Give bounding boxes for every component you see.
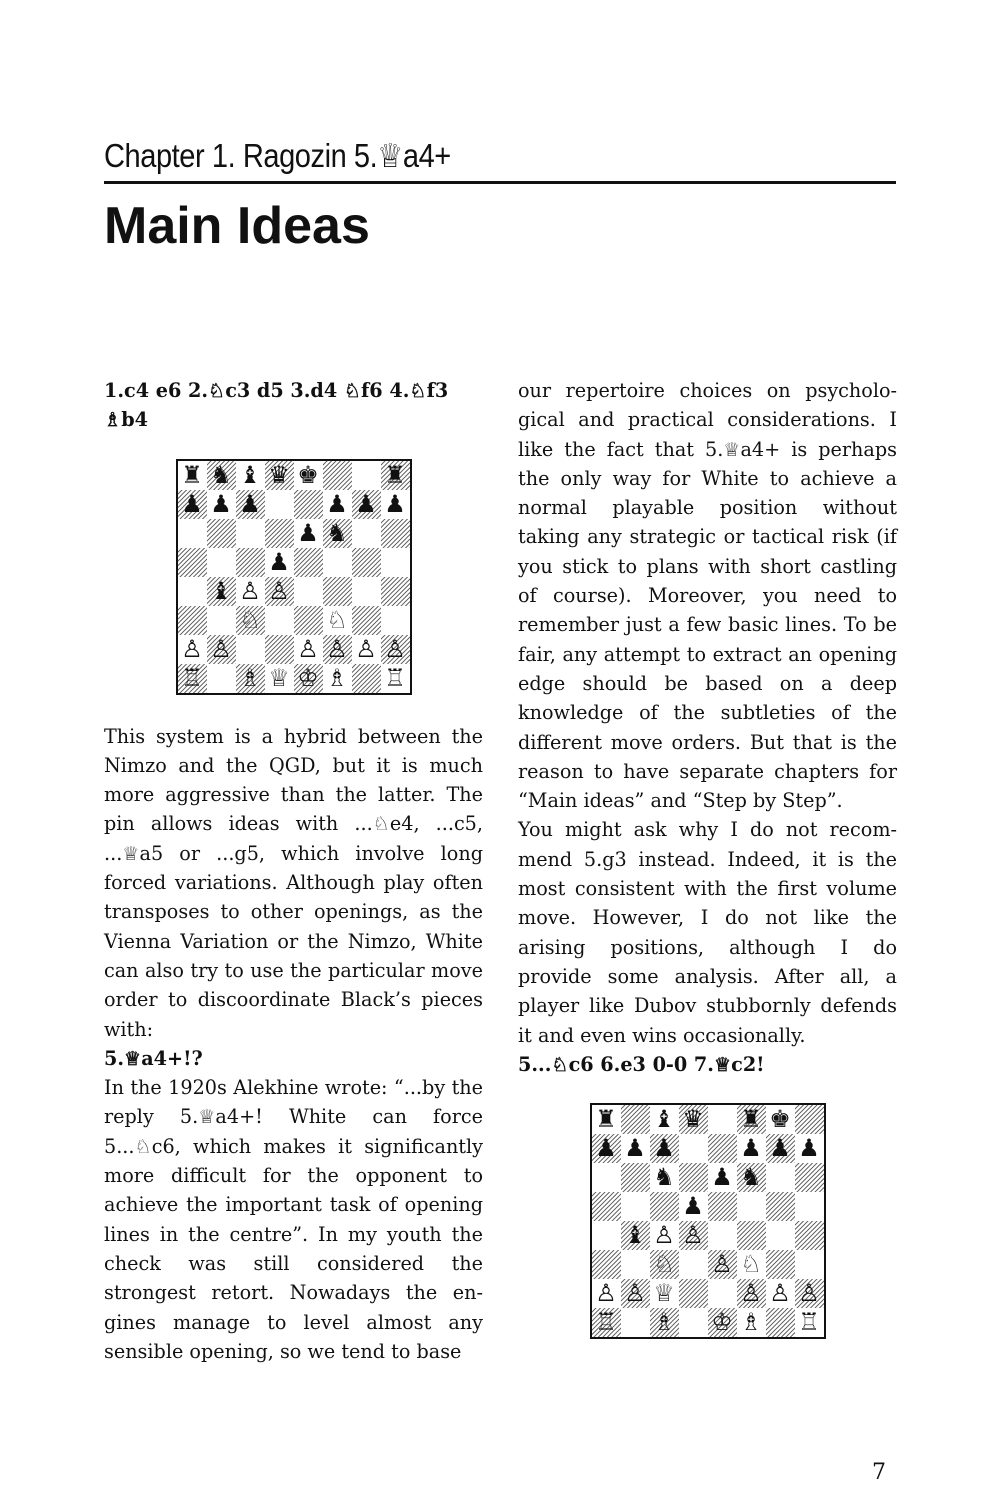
board-square [650, 1250, 679, 1279]
chess-piece: ♟ [624, 1134, 646, 1163]
chess-piece: ♖ [595, 1308, 617, 1337]
board-square [766, 1192, 795, 1221]
paragraph-system-intro: This system is a hybrid between the Nimzo and the QGD, but it is much more aggressive than the latter. The pin allows ideas with ...♘e4, ...c5, ...♕a5 or ...g5, which involve long forced variations. Although play often transposes to other openings, as the Vienna Variation or the Nimzo, White can also try to use the particular move order to discoordinate Black’s pieces with: [104, 724, 483, 1041]
board-square [795, 1221, 825, 1250]
board-square [737, 1308, 766, 1338]
chess-piece: ♟ [711, 1163, 733, 1192]
board-square [708, 1163, 737, 1192]
board-square [352, 519, 381, 548]
board-square [352, 664, 381, 694]
board-square [381, 606, 411, 635]
board-square [352, 606, 381, 635]
board-2-rank [591, 1163, 825, 1192]
board-square [352, 490, 381, 519]
chess-piece: ♙ [769, 1279, 791, 1308]
chess-piece: ♟ [769, 1134, 791, 1163]
board-square [381, 460, 411, 490]
chapter-heading: Chapter 1. Ragozin 5.♕a4+ [104, 137, 451, 174]
board-square [766, 1163, 795, 1192]
chess-piece: ♞ [326, 518, 348, 547]
board-square [207, 664, 236, 694]
chess-piece: ♙ [326, 634, 348, 663]
board-square [177, 548, 207, 577]
board-square [177, 577, 207, 606]
chess-piece: ♞ [653, 1163, 675, 1192]
board-square [294, 548, 323, 577]
board-square [621, 1279, 650, 1308]
board-2-rank [591, 1221, 825, 1250]
chess-piece: ♙ [740, 1279, 762, 1308]
board-square [591, 1163, 621, 1192]
board-square [381, 490, 411, 519]
board-square [737, 1192, 766, 1221]
board-square [737, 1134, 766, 1163]
chess-piece: ♗ [740, 1308, 762, 1337]
chess-piece: ♟ [210, 489, 232, 518]
board-square [323, 635, 352, 664]
board-square [679, 1250, 708, 1279]
chess-piece: ♟ [297, 518, 319, 547]
board-2-rank [591, 1279, 825, 1308]
chess-piece: ♜ [740, 1105, 762, 1134]
chess-piece: ♙ [682, 1221, 704, 1250]
chess-piece: ♙ [297, 634, 319, 663]
chess-piece: ♙ [181, 634, 203, 663]
board-square [679, 1134, 708, 1163]
board-square [795, 1163, 825, 1192]
board-square [679, 1308, 708, 1338]
chess-piece: ♙ [384, 634, 406, 663]
board-square [381, 635, 411, 664]
chess-piece: ♗ [653, 1308, 675, 1337]
board-square [236, 460, 265, 490]
board-1-rank [177, 635, 411, 664]
board-square [236, 606, 265, 635]
board-square [737, 1221, 766, 1250]
board-square [323, 606, 352, 635]
board-square [177, 664, 207, 694]
board-square [679, 1104, 708, 1134]
board-square [766, 1308, 795, 1338]
board-square [294, 577, 323, 606]
board-square [621, 1104, 650, 1134]
board-square [795, 1250, 825, 1279]
chess-piece: ♛ [268, 460, 290, 489]
board-square [766, 1134, 795, 1163]
board-square [207, 519, 236, 548]
chess-piece: ♕ [268, 663, 290, 692]
board-square [265, 548, 294, 577]
board-square [766, 1104, 795, 1134]
board-square [679, 1279, 708, 1308]
chess-piece: ♙ [711, 1250, 733, 1279]
board-square [236, 519, 265, 548]
board-square [265, 519, 294, 548]
board-square [381, 519, 411, 548]
chess-piece: ♙ [624, 1279, 646, 1308]
board-1-rank [177, 577, 411, 606]
board-square [294, 664, 323, 694]
board-square [236, 548, 265, 577]
board-square [591, 1308, 621, 1338]
board-square [177, 635, 207, 664]
chess-piece: ♘ [239, 605, 261, 634]
board-square [323, 490, 352, 519]
board-square [352, 460, 381, 490]
board-square [265, 490, 294, 519]
chess-piece: ♔ [711, 1308, 733, 1337]
chess-piece: ♔ [297, 663, 319, 692]
chess-piece: ♜ [384, 460, 406, 489]
board-square [708, 1221, 737, 1250]
board-square [323, 460, 352, 490]
chess-piece: ♙ [239, 576, 261, 605]
board-square [207, 460, 236, 490]
board-square [177, 519, 207, 548]
chess-piece: ♟ [355, 489, 377, 518]
board-square [708, 1250, 737, 1279]
board-square [177, 606, 207, 635]
board-square [737, 1163, 766, 1192]
chess-piece: ♟ [239, 489, 261, 518]
moves-opening: 1.c4 e6 2.♘c3 d5 3.d4 ♘f6 4.♘f3 ♗b4 [104, 379, 449, 432]
chess-piece: ♟ [798, 1134, 820, 1163]
chess-board-1 [176, 459, 412, 695]
board-square [294, 635, 323, 664]
board-square [591, 1134, 621, 1163]
chess-piece: ♝ [210, 576, 232, 605]
board-square [352, 548, 381, 577]
board-square [795, 1104, 825, 1134]
board-square [381, 548, 411, 577]
board-square [294, 606, 323, 635]
board-square [294, 490, 323, 519]
board-square [177, 490, 207, 519]
chess-piece: ♝ [624, 1221, 646, 1250]
board-square [650, 1163, 679, 1192]
chess-piece: ♖ [798, 1308, 820, 1337]
board-square [621, 1163, 650, 1192]
board-square [207, 635, 236, 664]
board-square [207, 490, 236, 519]
board-square [591, 1250, 621, 1279]
board-square [737, 1250, 766, 1279]
board-square [236, 635, 265, 664]
chess-piece: ♘ [326, 605, 348, 634]
board-square [265, 460, 294, 490]
chess-piece: ♙ [798, 1279, 820, 1308]
chess-piece: ♘ [653, 1250, 675, 1279]
board-square [766, 1279, 795, 1308]
page-title: Main Ideas [104, 197, 370, 255]
board-square [621, 1250, 650, 1279]
board-square [621, 1192, 650, 1221]
board-square [679, 1221, 708, 1250]
board-square [650, 1134, 679, 1163]
board-2-rank [591, 1250, 825, 1279]
chess-piece: ♙ [355, 634, 377, 663]
board-square [236, 490, 265, 519]
board-square [294, 460, 323, 490]
board-square [265, 577, 294, 606]
chess-piece: ♚ [769, 1105, 791, 1134]
board-square [265, 606, 294, 635]
board-square [679, 1163, 708, 1192]
board-square [708, 1134, 737, 1163]
board-square [621, 1134, 650, 1163]
board-square [591, 1279, 621, 1308]
board-square [294, 519, 323, 548]
board-square [323, 519, 352, 548]
board-square [650, 1221, 679, 1250]
chess-piece: ♟ [653, 1134, 675, 1163]
board-square [207, 548, 236, 577]
board-1-rank [177, 519, 411, 548]
board-square [323, 577, 352, 606]
board-square [591, 1104, 621, 1134]
board-square [650, 1192, 679, 1221]
chess-piece: ♟ [595, 1134, 617, 1163]
page-number: 7 [872, 1460, 886, 1485]
board-square [265, 664, 294, 694]
chess-piece: ♖ [384, 663, 406, 692]
paragraph-alekhine: In the 1920s Alekhine wrote: “...by the reply 5.♕a4+! White can force 5...♘c6, which makes it significantly more difficult for the opponent to achieve the important task of opening lines in the centre”. In my youth the check was still considered the strongest retort. Nowadays the engines manage to level almost any sensible opening, so we tend to base [104, 1076, 483, 1363]
board-1-rank [177, 548, 411, 577]
chess-piece: ♜ [595, 1105, 617, 1134]
board-square [795, 1192, 825, 1221]
moves-main-line: 5.♕a4+!? [104, 1046, 203, 1070]
board-square [207, 577, 236, 606]
board-square [381, 577, 411, 606]
board-square [381, 664, 411, 694]
chess-piece: ♞ [740, 1163, 762, 1192]
board-square [207, 606, 236, 635]
left-column [104, 376, 483, 1366]
board-square [708, 1104, 737, 1134]
chess-piece: ♝ [653, 1105, 675, 1134]
chess-piece: ♙ [268, 576, 290, 605]
board-2-rank [591, 1308, 825, 1338]
chess-piece: ♙ [210, 634, 232, 663]
moves-continuation: 5...♘c6 6.e3 0-0 7.♕c2! [518, 1052, 765, 1076]
chess-piece: ♟ [384, 489, 406, 518]
chess-piece: ♕ [653, 1279, 675, 1308]
chess-piece: ♖ [181, 663, 203, 692]
board-square [323, 548, 352, 577]
board-1-rank [177, 664, 411, 694]
board-square [737, 1279, 766, 1308]
paragraph-g3: You might ask why I do not recommend 5.g3 instead. Indeed, it is the most consistent with the first volume move. However, I do not like the arising positions, although I do provide some analysis. After all, a player like Dubov stubbornly defends it and even wins occasionally. [518, 818, 897, 1047]
board-square [766, 1250, 795, 1279]
board-square [352, 577, 381, 606]
chess-diagram-2 [518, 1103, 897, 1339]
board-square [679, 1192, 708, 1221]
board-square [795, 1134, 825, 1163]
board-square [236, 577, 265, 606]
chess-piece: ♛ [682, 1105, 704, 1134]
chess-piece: ♙ [653, 1221, 675, 1250]
board-square [591, 1221, 621, 1250]
chess-piece: ♗ [239, 663, 261, 692]
paragraph-repertoire: our repertoire choices on psychological and practical considerations. I like the fact that 5.♕a4+ is perhaps the only way for White to achieve a normal playable position without taking any strategic or tactical risk (if you stick to plans with short castling of course). Moreover, you need to remember just a few basic lines. To be fair, any attempt to extract an opening edge should be based on a deep knowledge of the subtleties of the different move orders. But that is the reason to have separate chapters for “Main ideas” and “Step by Step”. [518, 379, 897, 813]
board-square [236, 664, 265, 694]
chess-piece: ♝ [239, 460, 261, 489]
chess-piece: ♟ [740, 1134, 762, 1163]
chess-piece: ♟ [326, 489, 348, 518]
board-square [795, 1308, 825, 1338]
board-square [708, 1308, 737, 1338]
board-square [708, 1279, 737, 1308]
chess-diagram-1 [104, 459, 483, 695]
board-square [650, 1308, 679, 1338]
board-square [621, 1221, 650, 1250]
board-square [650, 1104, 679, 1134]
chess-piece: ♟ [268, 547, 290, 576]
board-1-rank [177, 606, 411, 635]
heading-rule [104, 181, 896, 184]
board-square [323, 664, 352, 694]
chess-piece: ♗ [326, 663, 348, 692]
chess-piece: ♟ [682, 1192, 704, 1221]
board-square [352, 635, 381, 664]
board-square [737, 1104, 766, 1134]
right-column [518, 376, 897, 1339]
board-square [708, 1192, 737, 1221]
chess-piece: ♘ [740, 1250, 762, 1279]
board-square [795, 1279, 825, 1308]
chess-piece: ♞ [210, 460, 232, 489]
chess-board-2 [590, 1103, 826, 1339]
board-1-rank [177, 490, 411, 519]
board-square [591, 1192, 621, 1221]
board-square [265, 635, 294, 664]
board-square [766, 1221, 795, 1250]
chess-piece: ♚ [297, 460, 319, 489]
board-2-rank [591, 1134, 825, 1163]
board-square [621, 1308, 650, 1338]
board-2-rank [591, 1104, 825, 1134]
board-square [177, 460, 207, 490]
board-2-rank [591, 1192, 825, 1221]
chess-piece: ♙ [595, 1279, 617, 1308]
board-1-rank [177, 460, 411, 490]
board-square [650, 1279, 679, 1308]
chess-piece: ♟ [181, 489, 203, 518]
chess-piece: ♜ [181, 460, 203, 489]
